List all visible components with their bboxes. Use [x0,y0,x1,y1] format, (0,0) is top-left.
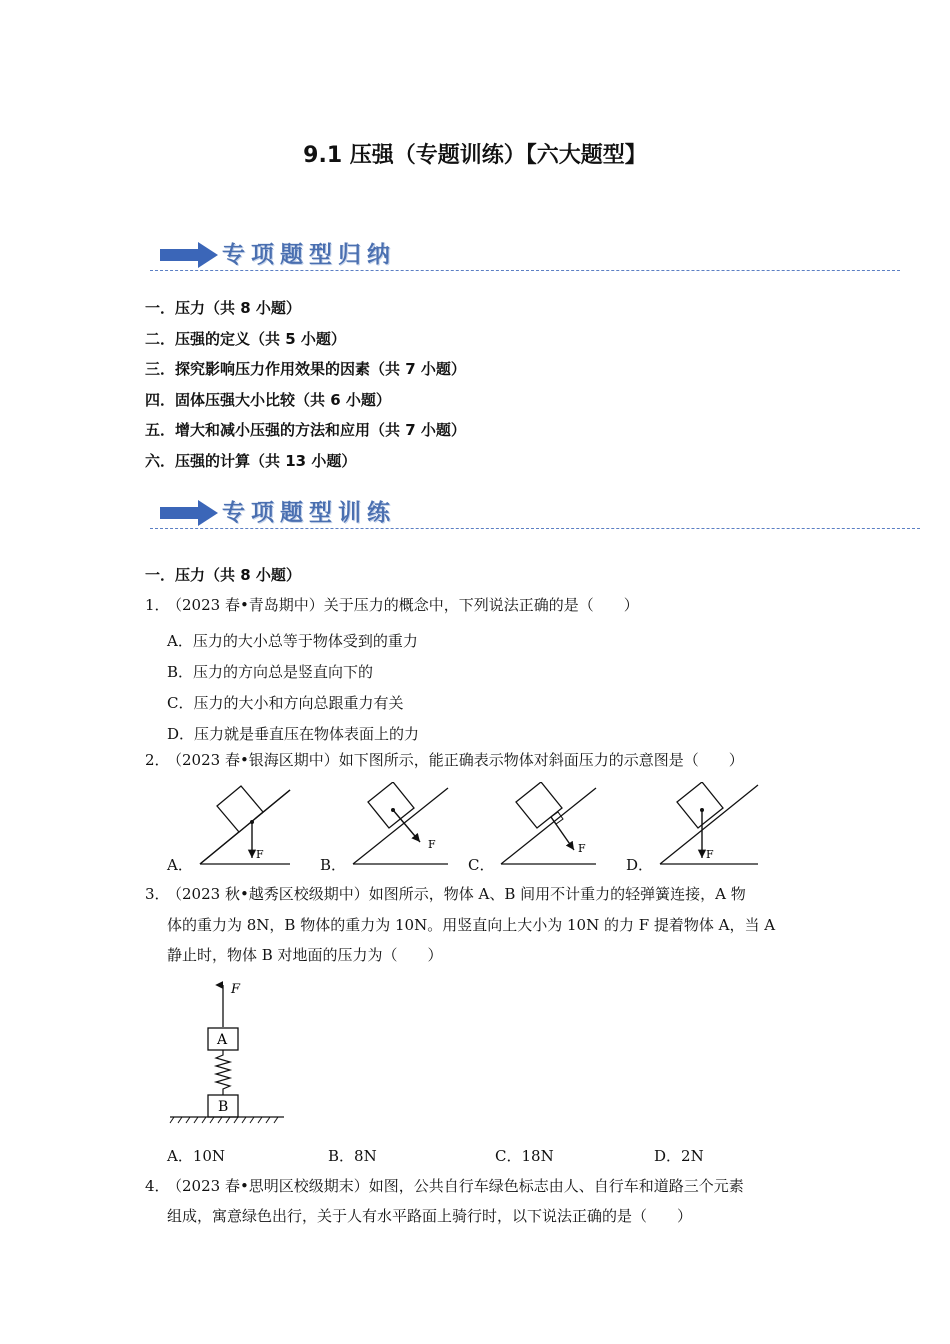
figure-label-c[interactable]: C． [468,856,495,874]
banner-summary-text: 专项题型归纳 [222,242,396,268]
question-number: 4． [145,1177,170,1195]
toc-item[interactable]: 二．压强的定义（共 5 小题） [145,329,346,348]
question-line: （2023 秋•越秀区校级期中）如图所示，物体 A、B 间用不计重力的轻弹簧连接，A 物 [167,885,746,903]
block-a-label: A [217,1032,228,1048]
question-number: 1． [145,596,170,614]
option-d[interactable]: D．压力就是垂直压在物体表面上的力 [167,725,420,743]
banner-training [150,492,920,532]
question-line: （2023 春•思明区校级期末）如图，公共自行车绿色标志由人、自行车和道路三个元素 [167,1177,744,1195]
banner-summary [150,234,900,274]
toc-item[interactable]: 四．固体压强大小比较（共 6 小题） [145,390,391,409]
figure-label-b[interactable]: B． [320,856,347,874]
toc-list [145,293,466,477]
force-label: F [231,982,241,997]
incline-figure-a [195,782,295,868]
option-a[interactable]: A．10N [167,1147,226,1165]
arrow-icon [160,242,218,268]
question-line: 静止时，物体 B 对地面的压力为（ ） [167,946,443,964]
question-line: 组成，寓意绿色出行，关于人有水平路面上骑行时，以下说法正确的是（ ） [167,1207,693,1225]
page-title: 9.1 压强（专题训练）【六大题型】 [303,143,647,168]
question-number: 3． [145,885,170,903]
block-b-label: B [218,1099,229,1115]
divider [150,528,920,529]
option-b[interactable]: B．8N [328,1147,377,1165]
section-heading: 一．压力（共 8 小题） [145,566,301,584]
incline-figure-c [496,782,601,868]
option-c[interactable]: C．压力的大小和方向总跟重力有关 [167,694,404,712]
toc-item[interactable]: 三．探究影响压力作用效果的因素（共 7 小题） [145,360,466,379]
option-d[interactable]: D．2N [654,1147,704,1165]
force-label: F [706,848,714,861]
option-b[interactable]: B．压力的方向总是竖直向下的 [167,663,374,681]
banner-training-text: 专项题型训练 [222,500,396,526]
force-label: F [428,838,436,851]
question-stem: （2023 春•银海区期中）如下图所示，能正确表示物体对斜面压力的示意图是（ ） [167,751,744,769]
force-label: F [256,848,264,861]
toc-item[interactable]: 五．增大和减小压强的方法和应用（共 7 小题） [145,421,466,440]
divider [150,270,900,271]
figure-label-d[interactable]: D． [626,856,654,874]
force-label: F [578,842,586,855]
spring-figure [168,975,288,1125]
arrow-icon [160,500,218,526]
question-line: 体的重力为 8N，B 物体的重力为 10N。用竖直向上大小为 10N 的力 F 提着物体 A，当 A [167,916,776,934]
question-number: 2． [145,751,170,769]
incline-figure-b [348,782,453,868]
option-c[interactable]: C．18N [495,1147,554,1165]
figure-label-a[interactable]: A． [167,856,193,874]
option-a[interactable]: A．压力的大小总等于物体受到的重力 [167,632,418,650]
question-stem: （2023 春•青岛期中）关于压力的概念中，下列说法正确的是（ ） [167,596,639,614]
toc-item[interactable]: 六．压强的计算（共 13 小题） [145,451,357,470]
toc-item[interactable]: 一．压力（共 8 小题） [145,299,301,317]
incline-figure-d [655,782,760,868]
